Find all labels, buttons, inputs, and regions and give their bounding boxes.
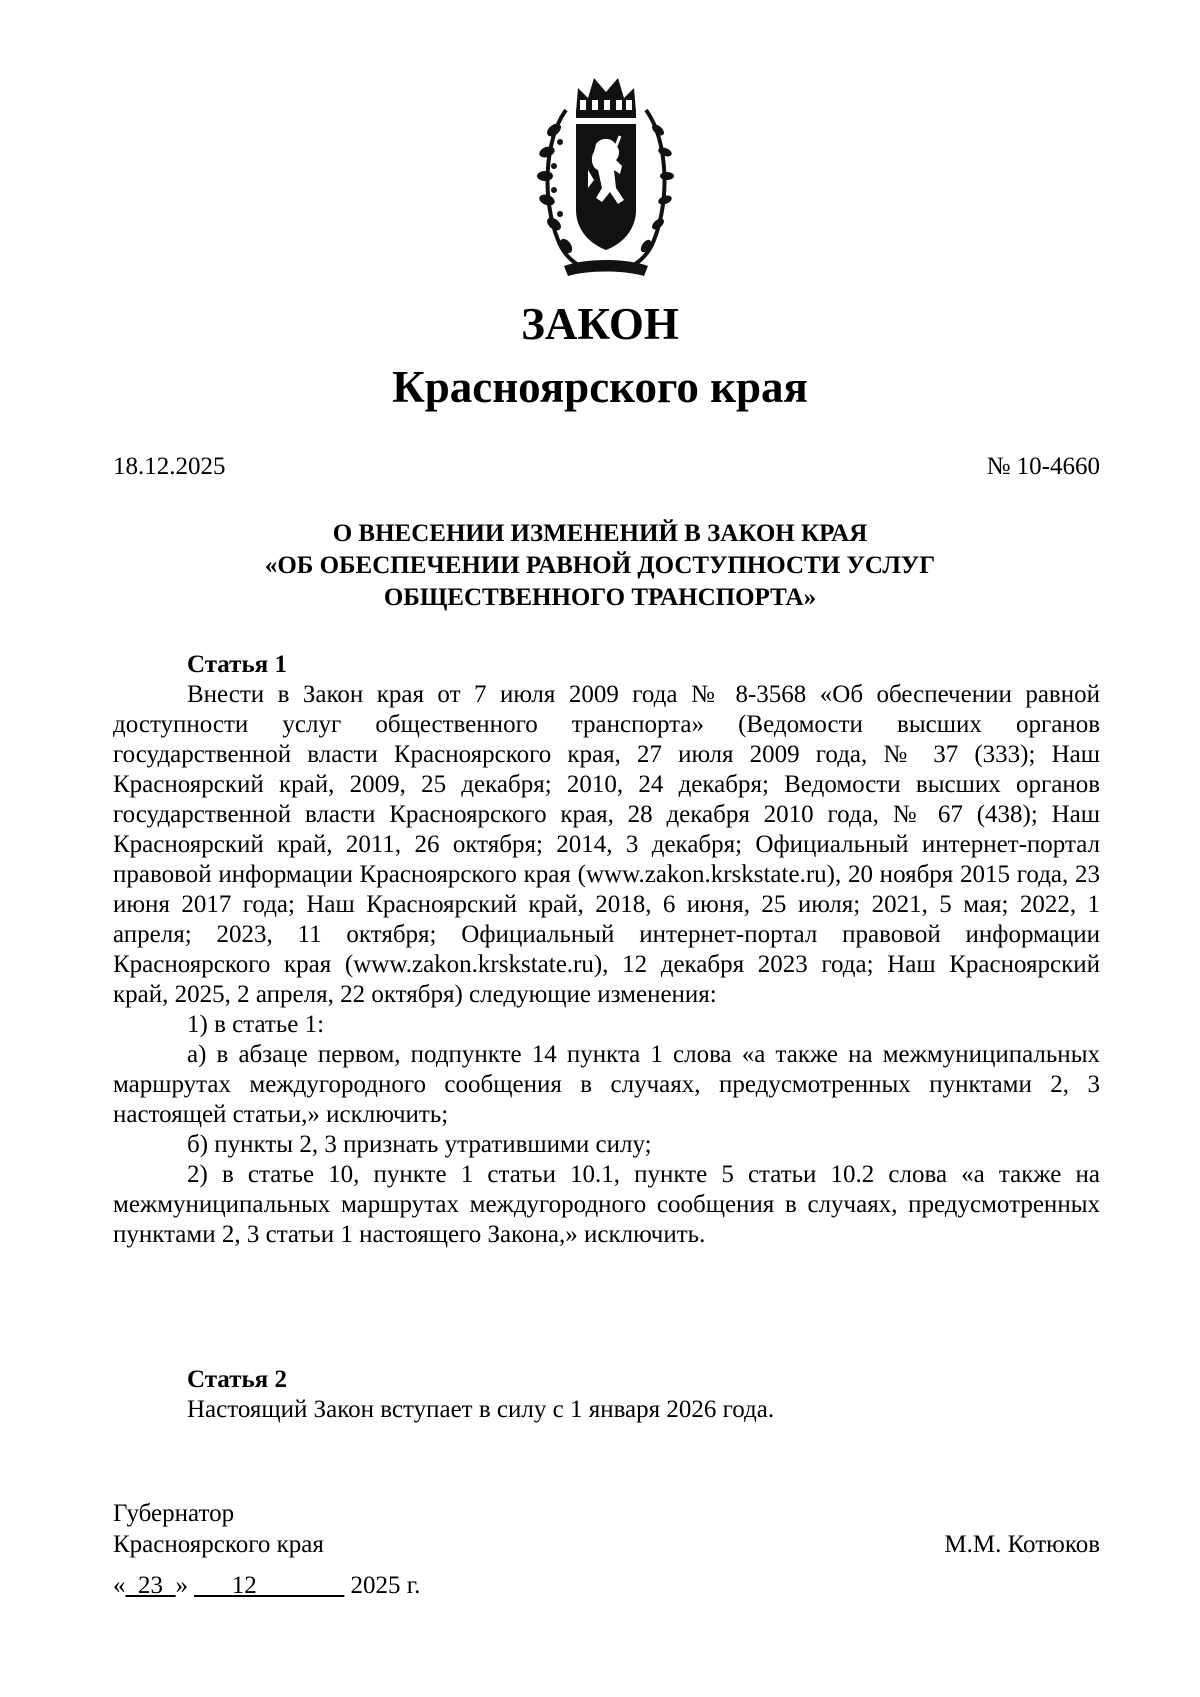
law-region: Красноярского края — [392, 362, 808, 412]
subject-line-3: ОБЩЕСТВЕННОГО ТРАНСПОРТА» — [383, 584, 817, 611]
article-2-text: Настоящий Закон вступает в силу с 1 января 2026 года. — [187, 1396, 775, 1423]
article-1-item-1a: а) в абзаце первом, подпункте 14 пункта 1 слова «а также на межмуниципальных маршрутах междугородного сообщения в случаях, предусмотренных пунктами 2, 3 настоящей статьи,» исключить; — [113, 1041, 1100, 1128]
signing-date-close-quote: » — [175, 1572, 188, 1599]
signing-date-year: 2025 г. — [350, 1572, 421, 1599]
signatory-position-line-1: Губернатор — [113, 1500, 235, 1527]
signing-date-open-quote: « — [113, 1572, 126, 1599]
signature-block — [113, 1498, 1100, 1560]
subject-line-1: О ВНЕСЕНИИ ИЗМЕНЕНИЙ В ЗАКОН КРАЯ — [332, 520, 868, 547]
article-1-item-1b: б) пункты 2, 3 признать утратившими силу; — [187, 1131, 652, 1158]
signing-date-day: _23_ — [125, 1572, 176, 1599]
signing-date — [113, 1572, 420, 1600]
signatory-name: М.М. Котюков — [944, 1531, 1100, 1558]
subject-line-2: «ОБ ОБЕСПЕЧЕНИИ РАВНОЙ ДОСТУПНОСТИ УСЛУГ — [264, 552, 936, 579]
article-1-heading: Статья 1 — [187, 651, 287, 678]
law-subject — [150, 518, 1050, 614]
signatory-position-line-2: Красноярского края — [113, 1531, 324, 1558]
article-1 — [113, 650, 1100, 1250]
signing-date-month: ___12_______ — [194, 1572, 345, 1599]
law-number: № 10-4660 — [986, 453, 1100, 480]
law-title: ЗАКОН — [521, 299, 679, 349]
krasnoyarsk-coat-of-arms-icon — [536, 70, 676, 290]
article-2 — [113, 1365, 1100, 1425]
adoption-date: 18.12.2025 — [113, 453, 226, 480]
article-1-item-2: 2) в статье 10, пункте 1 статьи 10.1, пункте 5 статьи 10.2 слова «а также на межмуниципальных маршрутах междугородного сообщения в случаях, предусмотренных пунктами 2, 3 статьи 1 настоящего Закона,» исключить. — [113, 1161, 1100, 1248]
article-2-heading: Статья 2 — [187, 1366, 287, 1393]
article-1-item-1: 1) в статье 1: — [187, 1011, 325, 1038]
article-1-intro: Внести в Закон края от 7 июля 2009 года № 8-3568 «Об обеспечении равной доступности услуг общественного транспорта» (Ведомости высших органов государственной власти Красноярского края, 27 июля 2009 года, № 37 (333); Наш Красноярский край, 2009, 25 декабря; 2010, 24 декабря; Ведомости высших органов государственной власти Красноярского края, 28 декабря 2010 года, № 67 (438); Наш Красноярский край, 2011, 26 октября; 2014, 3 декабря; Официальный интернет-портал правовой информации Красноярского края (www.zakon.krskstate.ru), 20 ноября 2015 года, 23 июня 2017 года; Наш Красноярский край, 2018, 6 июня, 25 июля; 2021, 5 мая; 2022, 1 апреля; 2023, 11 октября; Официальный интернет-портал правовой информации Красноярского края (www.zakon.krskstate.ru), 12 декабря 2023 года; Наш Красноярский край, 2025, 2 апреля, 22 октября) следующие изменения: — [113, 681, 1100, 1008]
